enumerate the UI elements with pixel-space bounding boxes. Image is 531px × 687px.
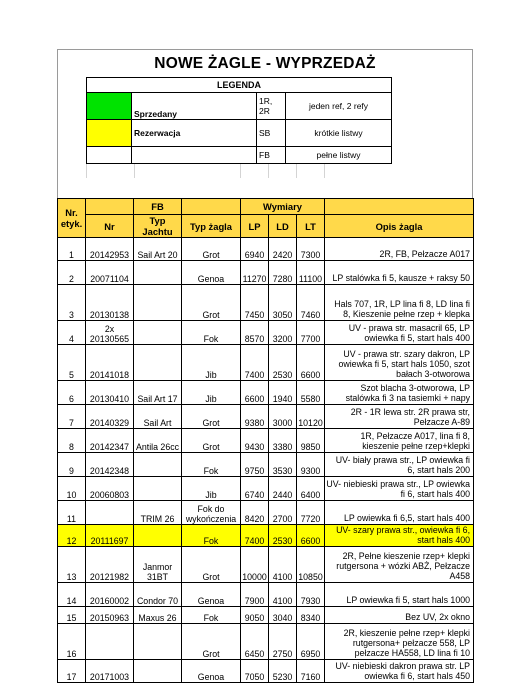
cell-opis: LP stalówka fi 5, kausze + raksy 50 — [325, 261, 474, 285]
cell-lt: 5580 — [297, 381, 325, 405]
cell-ld: 2530 — [269, 525, 297, 547]
legend-code-desc: jeden ref, 2 refy — [286, 93, 392, 120]
col-header-ld: LD — [269, 215, 297, 238]
cell-typ-jachtu: Maxus 26 — [134, 607, 182, 624]
cell-opis: 2R - 1R lewa str. 2R prawa str, Pełzacze A-89 — [325, 405, 474, 429]
cell-lp: 7400 — [241, 525, 269, 547]
cell-nr — [86, 624, 134, 660]
legend-code: FB — [257, 147, 286, 164]
cell-opis: UV - prawa str. masacril 65, LP owiewka fi 5, start hals 400 — [325, 321, 474, 345]
cell-lp: 7450 — [241, 285, 269, 321]
cell-lp: 6450 — [241, 624, 269, 660]
cell-lt: 10120 — [297, 405, 325, 429]
sheet — [57, 49, 473, 683]
table-row — [58, 429, 474, 453]
cell-ld: 2440 — [269, 477, 297, 501]
cell-etyk: 1 — [58, 238, 86, 261]
cell-nr: 20160002 — [86, 583, 134, 607]
cell-typ-zagla: Grot — [182, 429, 241, 453]
cell-opis: LP owiewka fi 6,5, start hals 400 — [325, 501, 474, 525]
col-header-empty — [325, 199, 474, 215]
col-header-nr: Nr — [86, 215, 134, 238]
page-title: NOWE ŻAGLE - WYPRZEDAŻ — [57, 49, 473, 78]
table-row — [58, 525, 474, 547]
cell-typ-zagla: Jib — [182, 477, 241, 501]
table-row — [58, 477, 474, 501]
cell-typ-zagla: Jib — [182, 345, 241, 381]
sold-swatch — [87, 93, 132, 120]
legend-code-desc: krótkie listwy — [286, 120, 392, 147]
cell-ld: 3200 — [269, 321, 297, 345]
cell-lp: 7400 — [241, 345, 269, 381]
legend-code: SB — [257, 120, 286, 147]
cell-lp: 8570 — [241, 321, 269, 345]
cell-typ-zagla: Genoa — [182, 583, 241, 607]
cell-etyk: 14 — [58, 583, 86, 607]
cell-nr: 20142347 — [86, 429, 134, 453]
cell-typ-zagla: Grot — [182, 547, 241, 583]
cell-etyk: 9 — [58, 453, 86, 477]
cell-typ-zagla: Fok — [182, 321, 241, 345]
cell-ld: 3050 — [269, 285, 297, 321]
table-row — [58, 660, 474, 683]
cell-lp: 6740 — [241, 477, 269, 501]
legend-code: 1R, 2R — [257, 93, 286, 120]
cell-typ-zagla: Fok — [182, 453, 241, 477]
cell-etyk: 10 — [58, 477, 86, 501]
legend-sold-label: Sprzedany — [132, 93, 257, 120]
col-header-lt: LT — [297, 215, 325, 238]
cell-lt: 7300 — [297, 238, 325, 261]
table-row — [58, 405, 474, 429]
cell-lp: 9430 — [241, 429, 269, 453]
cell-typ-jachtu: Sail Art 20 — [134, 238, 182, 261]
cell-lt: 11100 — [297, 261, 325, 285]
col-header-opis: Opis żagla — [325, 215, 474, 238]
table-row — [58, 321, 474, 345]
cell-opis: UV- niebieski dakron prawa str. LP owiewka fi 6, start hals 450 — [325, 660, 474, 683]
cell-nr: 20111697 — [86, 525, 134, 547]
cell-ld: 3530 — [269, 453, 297, 477]
cell-typ-jachtu — [134, 477, 182, 501]
cell-ld: 2530 — [269, 345, 297, 381]
cell-lp: 10000 — [241, 547, 269, 583]
spacer-row — [57, 178, 473, 198]
cell-typ-zagla: Genoa — [182, 660, 241, 683]
cell-typ-jachtu — [134, 321, 182, 345]
table-row — [58, 453, 474, 477]
cell-nr: 20142348 — [86, 453, 134, 477]
cell-etyk: 6 — [58, 381, 86, 405]
cell-lp: 9380 — [241, 405, 269, 429]
cell-typ-zagla: Genoa — [182, 261, 241, 285]
cell-nr: 20140329 — [86, 405, 134, 429]
table-row — [58, 547, 474, 583]
cell-opis: Hals 707, 1R, LP lina fi 8, LD lina fi 8, Kieszenie pełne rzep + klepka — [325, 285, 474, 321]
table-body — [58, 238, 474, 683]
cell-nr: 20171003 — [86, 660, 134, 683]
cell-typ-jachtu — [134, 453, 182, 477]
cell-typ-zagla: Fok — [182, 525, 241, 547]
cell-typ-jachtu: Janmor 31BT — [134, 547, 182, 583]
cell-nr: 2x 20130565 — [86, 321, 134, 345]
cell-ld: 2700 — [269, 501, 297, 525]
cell-etyk: 3 — [58, 285, 86, 321]
cell-nr: 20071104 — [86, 261, 134, 285]
cell-nr: 20141018 — [86, 345, 134, 381]
cell-lt: 7930 — [297, 583, 325, 607]
cell-lt: 7160 — [297, 660, 325, 683]
reserved-swatch — [87, 120, 132, 147]
cell-etyk: 5 — [58, 345, 86, 381]
legend-title: LEGENDA — [87, 78, 392, 93]
table-row — [58, 381, 474, 405]
col-header-typ-jachtu: Typ Jachtu — [134, 215, 182, 238]
col-header-empty — [86, 199, 134, 215]
cell-typ-zagla: Grot — [182, 238, 241, 261]
cell-nr: 20130138 — [86, 285, 134, 321]
col-header-lp: LP — [241, 215, 269, 238]
cell-etyk: 15 — [58, 607, 86, 624]
cell-typ-zagla: Fok do wykończenia — [182, 501, 241, 525]
table-row — [58, 285, 474, 321]
legend-code-desc: pełne listwy — [286, 147, 392, 164]
cell-etyk: 8 — [58, 429, 86, 453]
cell-typ-jachtu — [134, 624, 182, 660]
cell-opis: UV- szary prawa str., owiewka fi 6, start hals 400 — [325, 525, 474, 547]
table-row — [58, 501, 474, 525]
cell-lp: 9050 — [241, 607, 269, 624]
cell-nr: 20121982 — [86, 547, 134, 583]
cell-lp: 6940 — [241, 238, 269, 261]
cell-etyk: 16 — [58, 624, 86, 660]
cell-ld: 2750 — [269, 624, 297, 660]
cell-lt: 10850 — [297, 547, 325, 583]
cell-typ-zagla: Grot — [182, 405, 241, 429]
cell-opis: 2R, kieszenie pełne rzep+ klepki rutgersona+ pełzacze 558, LP pełzacze HA558, LD lina fi 10 — [325, 624, 474, 660]
cell-typ-zagla: Grot — [182, 285, 241, 321]
cell-ld: 3000 — [269, 405, 297, 429]
cell-opis: Szot blacha 3-otworowa, LP stalówka fi 3 na tasiemki + napy — [325, 381, 474, 405]
table-row — [58, 345, 474, 381]
table-row — [58, 583, 474, 607]
cell-opis: UV- niebieski prawa str., LP owiewka fi 6, start hals 400 — [325, 477, 474, 501]
cell-typ-zagla: Fok — [182, 607, 241, 624]
col-header-fb: FB — [134, 199, 182, 215]
table-row — [58, 238, 474, 261]
cell-nr: 20150963 — [86, 607, 134, 624]
cell-opis: UV - prawa str. szary dakron, LP owiewka fi 5, start hals 1050, szot bałach 3-otworowa — [325, 345, 474, 381]
cell-nr: 20060803 — [86, 477, 134, 501]
cell-etyk: 7 — [58, 405, 86, 429]
table-row — [58, 624, 474, 660]
cell-typ-zagla: Grot — [182, 624, 241, 660]
cell-lt: 7720 — [297, 501, 325, 525]
cell-opis: Bez UV, 2x okno — [325, 607, 474, 624]
cell-lp: 7900 — [241, 583, 269, 607]
cell-lt: 6400 — [297, 477, 325, 501]
col-header-wymiary: Wymiary — [241, 199, 325, 215]
cell-typ-jachtu — [134, 660, 182, 683]
col-header-typ-zagla: Typ żagla — [182, 215, 241, 238]
legend — [86, 77, 392, 164]
cell-typ-jachtu: Antila 26cc — [134, 429, 182, 453]
cell-typ-jachtu — [134, 285, 182, 321]
cell-ld: 2420 — [269, 238, 297, 261]
cell-opis: UV- biały prawa str., LP owiewka fi 6, start hals 200 — [325, 453, 474, 477]
table-row — [58, 607, 474, 624]
cell-lt: 7460 — [297, 285, 325, 321]
cell-ld: 5230 — [269, 660, 297, 683]
cell-etyk: 17 — [58, 660, 86, 683]
cell-lt: 9850 — [297, 429, 325, 453]
cell-etyk: 13 — [58, 547, 86, 583]
cell-typ-jachtu — [134, 345, 182, 381]
cell-nr: 20130410 — [86, 381, 134, 405]
cell-etyk: 12 — [58, 525, 86, 547]
cell-ld: 3040 — [269, 607, 297, 624]
cell-etyk: 2 — [58, 261, 86, 285]
cell-lp: 6600 — [241, 381, 269, 405]
cell-typ-jachtu: Condor 70 — [134, 583, 182, 607]
cell-lp: 8420 — [241, 501, 269, 525]
cell-ld: 3380 — [269, 429, 297, 453]
cell-opis: LP owiewka fi 5, start hals 1000 — [325, 583, 474, 607]
cell-lt: 6950 — [297, 624, 325, 660]
cell-lt: 6600 — [297, 345, 325, 381]
table-row — [58, 261, 474, 285]
cell-lt: 9300 — [297, 453, 325, 477]
cell-typ-zagla: Jib — [182, 381, 241, 405]
cell-typ-jachtu — [134, 261, 182, 285]
cell-lt: 6600 — [297, 525, 325, 547]
cell-ld: 1940 — [269, 381, 297, 405]
cell-typ-jachtu — [134, 525, 182, 547]
cell-lp: 11270 — [241, 261, 269, 285]
legend-reserved-label: Rezerwacja — [132, 120, 257, 147]
cell-lp: 9750 — [241, 453, 269, 477]
cell-opis: 1R, Pełzacze A017, lina fi 8, kieszenie pełne rzep+klepki — [325, 429, 474, 453]
cell-typ-jachtu: Sail Art 17 — [134, 381, 182, 405]
cell-opis: 2R, Pełne kieszenie rzep+ klepki rutgersona + wózki ABŻ, Pełzacze A458 — [325, 547, 474, 583]
cell-typ-jachtu: Sail Art — [134, 405, 182, 429]
col-header-nr-etyk: Nr. etyk. — [58, 199, 86, 238]
cell-opis: 2R, FB, Pełzacze A017 — [325, 238, 474, 261]
cell-nr — [86, 501, 134, 525]
cell-lt: 7700 — [297, 321, 325, 345]
cell-ld: 4100 — [269, 547, 297, 583]
col-header-empty — [182, 199, 241, 215]
cell-etyk: 11 — [58, 501, 86, 525]
cell-etyk: 4 — [58, 321, 86, 345]
legend-empty-cell — [87, 147, 132, 164]
cell-lp: 7050 — [241, 660, 269, 683]
sails-table — [57, 198, 474, 683]
legend-area — [57, 78, 473, 178]
cell-typ-jachtu: TRIM 26 — [134, 501, 182, 525]
legend-empty-cell — [132, 147, 257, 164]
cell-lt: 8340 — [297, 607, 325, 624]
cell-nr: 20142953 — [86, 238, 134, 261]
cell-ld: 7280 — [269, 261, 297, 285]
cell-ld: 4100 — [269, 583, 297, 607]
